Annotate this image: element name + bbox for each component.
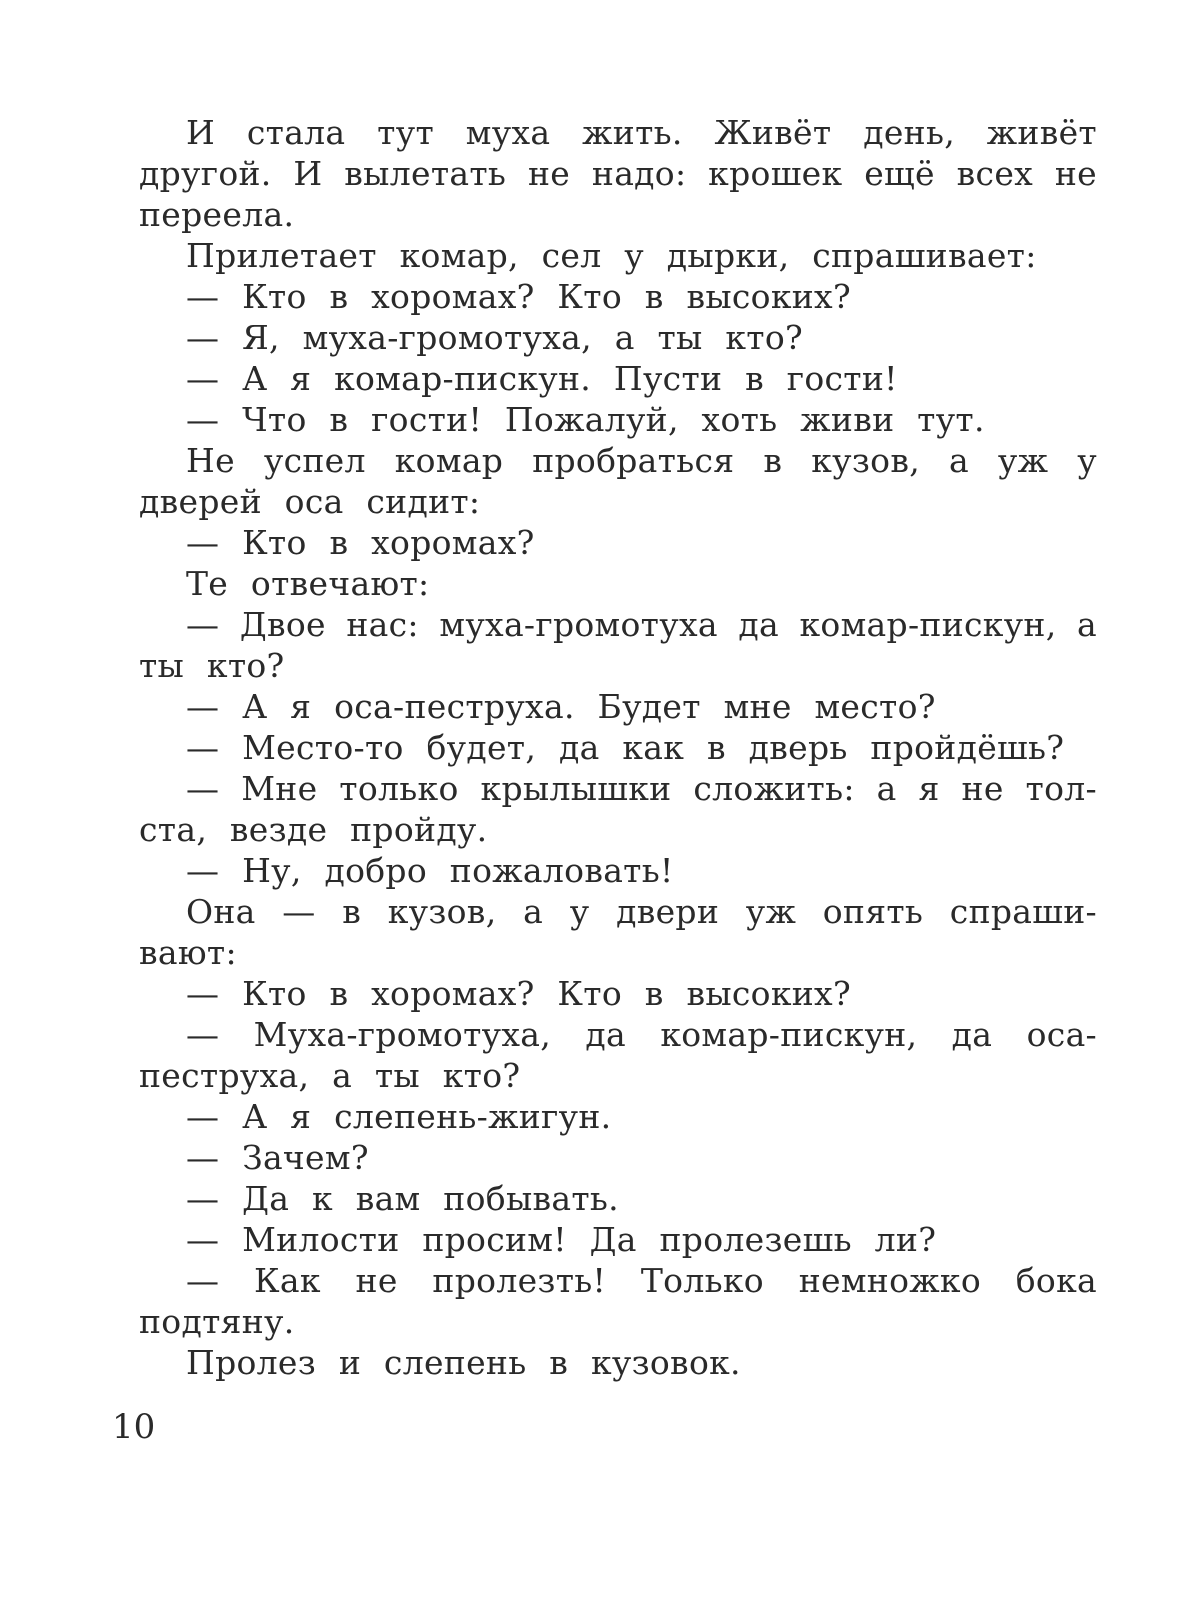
text-line: Пролез и слепень в кузовок. (186, 1343, 741, 1382)
text-line: — Кто в хоромах? Кто в высоких? (186, 974, 851, 1013)
text-line: — Я, муха-громотуха, а ты кто? (186, 318, 804, 357)
text-line: — А я комар-пискун. Пусти в гости! (186, 359, 898, 398)
text-line: Прилетает комар, сел у дырки, спрашивает: (186, 236, 1037, 275)
page-body-text (139, 112, 1097, 1383)
text-line: — Кто в хоромах? (186, 523, 535, 562)
text-line: — Как не пролезть! Только немножко бока (186, 1261, 1097, 1300)
text-line: — Мне только крылышки сложить: а я не тол- (186, 769, 1097, 808)
text-line: переела. (139, 195, 295, 234)
text-line: другой. И вылетать не надо: крошек ещё всех не (139, 154, 1097, 193)
text-line: подтяну. (139, 1302, 295, 1341)
text-line: Она — в кузов, а у двери уж опять спраши- (186, 892, 1097, 931)
text-line: — Да к вам побывать. (186, 1179, 619, 1218)
text-line: — Двое нас: муха-громотуха да комар-пискун, а (186, 605, 1097, 644)
text-line: — Что в гости! Пожалуй, хоть живи тут. (186, 400, 985, 439)
text-line: пеструха, а ты кто? (139, 1056, 521, 1095)
text-line: — А я слепень-жигун. (186, 1097, 612, 1136)
text-line: ты кто? (139, 646, 285, 685)
text-line: Не успел комар пробраться в кузов, а уж у (186, 441, 1097, 480)
text-line: — Место-то будет, да как в дверь пройдёшь? (186, 728, 1065, 767)
text-line: — Милости просим! Да пролезешь ли? (186, 1220, 937, 1259)
text-line: — Кто в хоромах? Кто в высоких? (186, 277, 851, 316)
text-line: — Муха-громотуха, да комар-пискун, да оса- (186, 1015, 1097, 1054)
text-line: Те отвечают: (186, 564, 430, 603)
text-line: вают: (139, 933, 237, 972)
text-line: — Ну, добро пожаловать! (186, 851, 674, 890)
text-line: — Зачем? (186, 1138, 369, 1177)
text-line: — А я оса-пеструха. Будет мне место? (186, 687, 936, 726)
text-line: И стала тут муха жить. Живёт день, живёт (186, 113, 1097, 152)
text-line: ста, везде пройду. (139, 810, 488, 849)
page-number: 10 (112, 1407, 156, 1447)
text-line: дверей оса сидит: (139, 482, 481, 521)
